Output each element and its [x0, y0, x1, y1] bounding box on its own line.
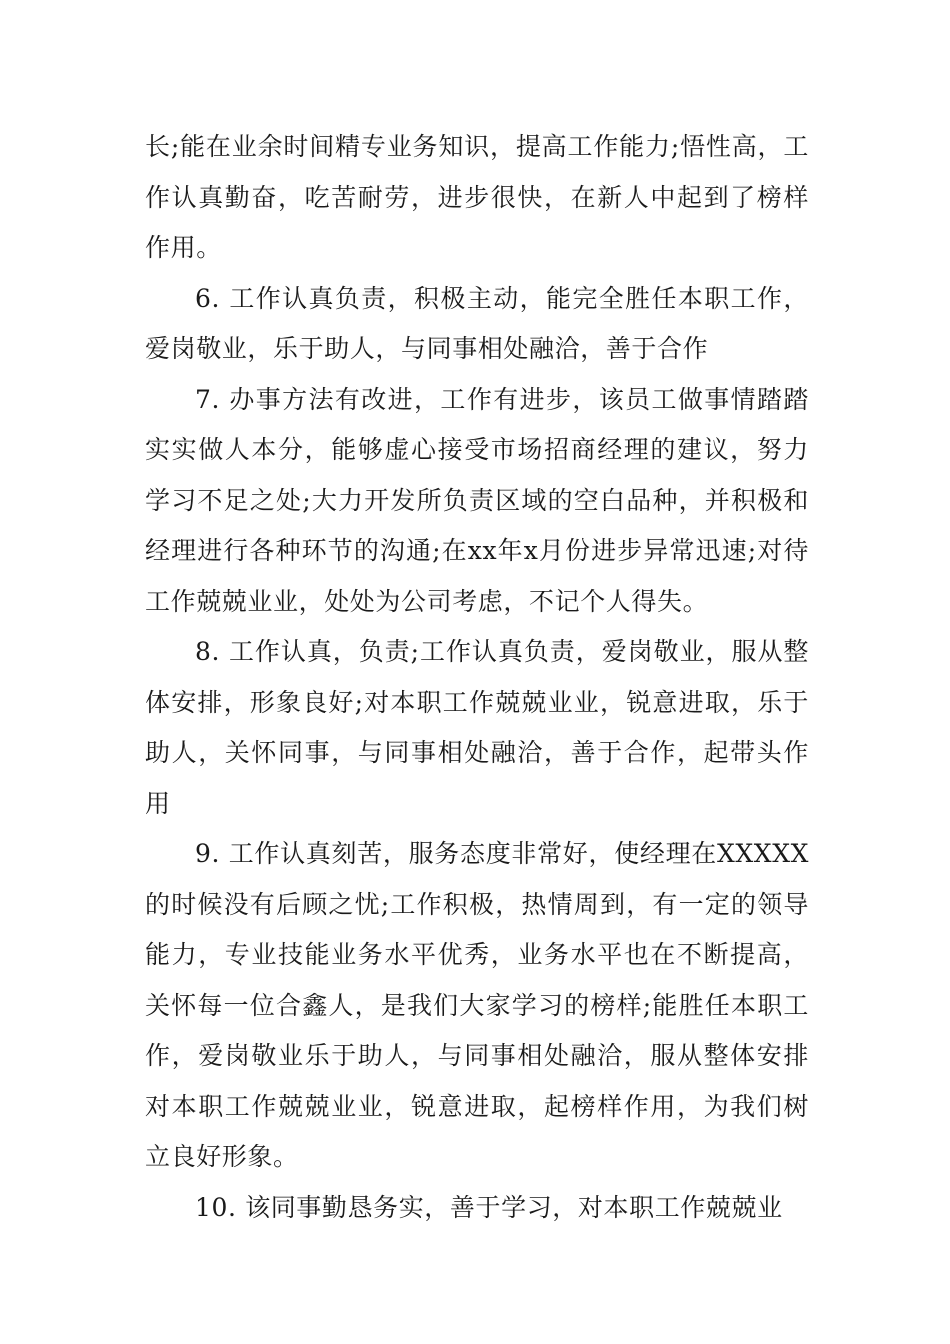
- paragraph-item-10: 10. 该同事勤恳务实，善于学习，对本职工作兢兢业: [195, 1192, 783, 1222]
- paragraph-item-6: 6. 工作认真负责，积极主动，能完全胜任本职工作，爱岗敬业，乐于助人，与同事相处融洽，善于合作: [145, 283, 809, 363]
- paragraph-item-9: 9. 工作认真刻苦，服务态度非常好，使经理在XXXXX的时候没有后顾之忧;工作积极，热情周到，有一定的领导能力，专业技能业务水平优秀，业务水平也在不断提高，关怀每一位合鑫人，是我们大家学习的榜样;能胜任本职工作，爱岗敬业乐于助人，与同事相处融洽，服从整体安排对本职工作兢兢业业，锐意进取，起榜样作用，为我们树立良好形象。: [145, 839, 809, 1171]
- document-body: [145, 122, 809, 1233]
- paragraph-item-7: 7. 办事方法有改进，工作有进步，该员工做事情踏踏实实做人本分，能够虚心接受市场招商经理的建议，努力学习不足之处;大力开发所负责区域的空白品种，并积极和经理进行各种环节的沟通;在xx年x月份进步异常迅速;对待工作兢兢业业，处处为公司考虑，不记个人得失。: [145, 384, 809, 616]
- paragraph-continuation: 长;能在业余时间精专业务知识，提高工作能力;悟性高，工作认真勤奋，吃苦耐劳，进步很快，在新人中起到了榜样作用。: [145, 132, 809, 262]
- paragraph-item-8: 8. 工作认真，负责;工作认真负责，爱岗敬业，服从整体安排，形象良好;对本职工作兢兢业业，锐意进取，乐于助人，关怀同事，与同事相处融洽，善于合作，起带头作用: [145, 637, 809, 818]
